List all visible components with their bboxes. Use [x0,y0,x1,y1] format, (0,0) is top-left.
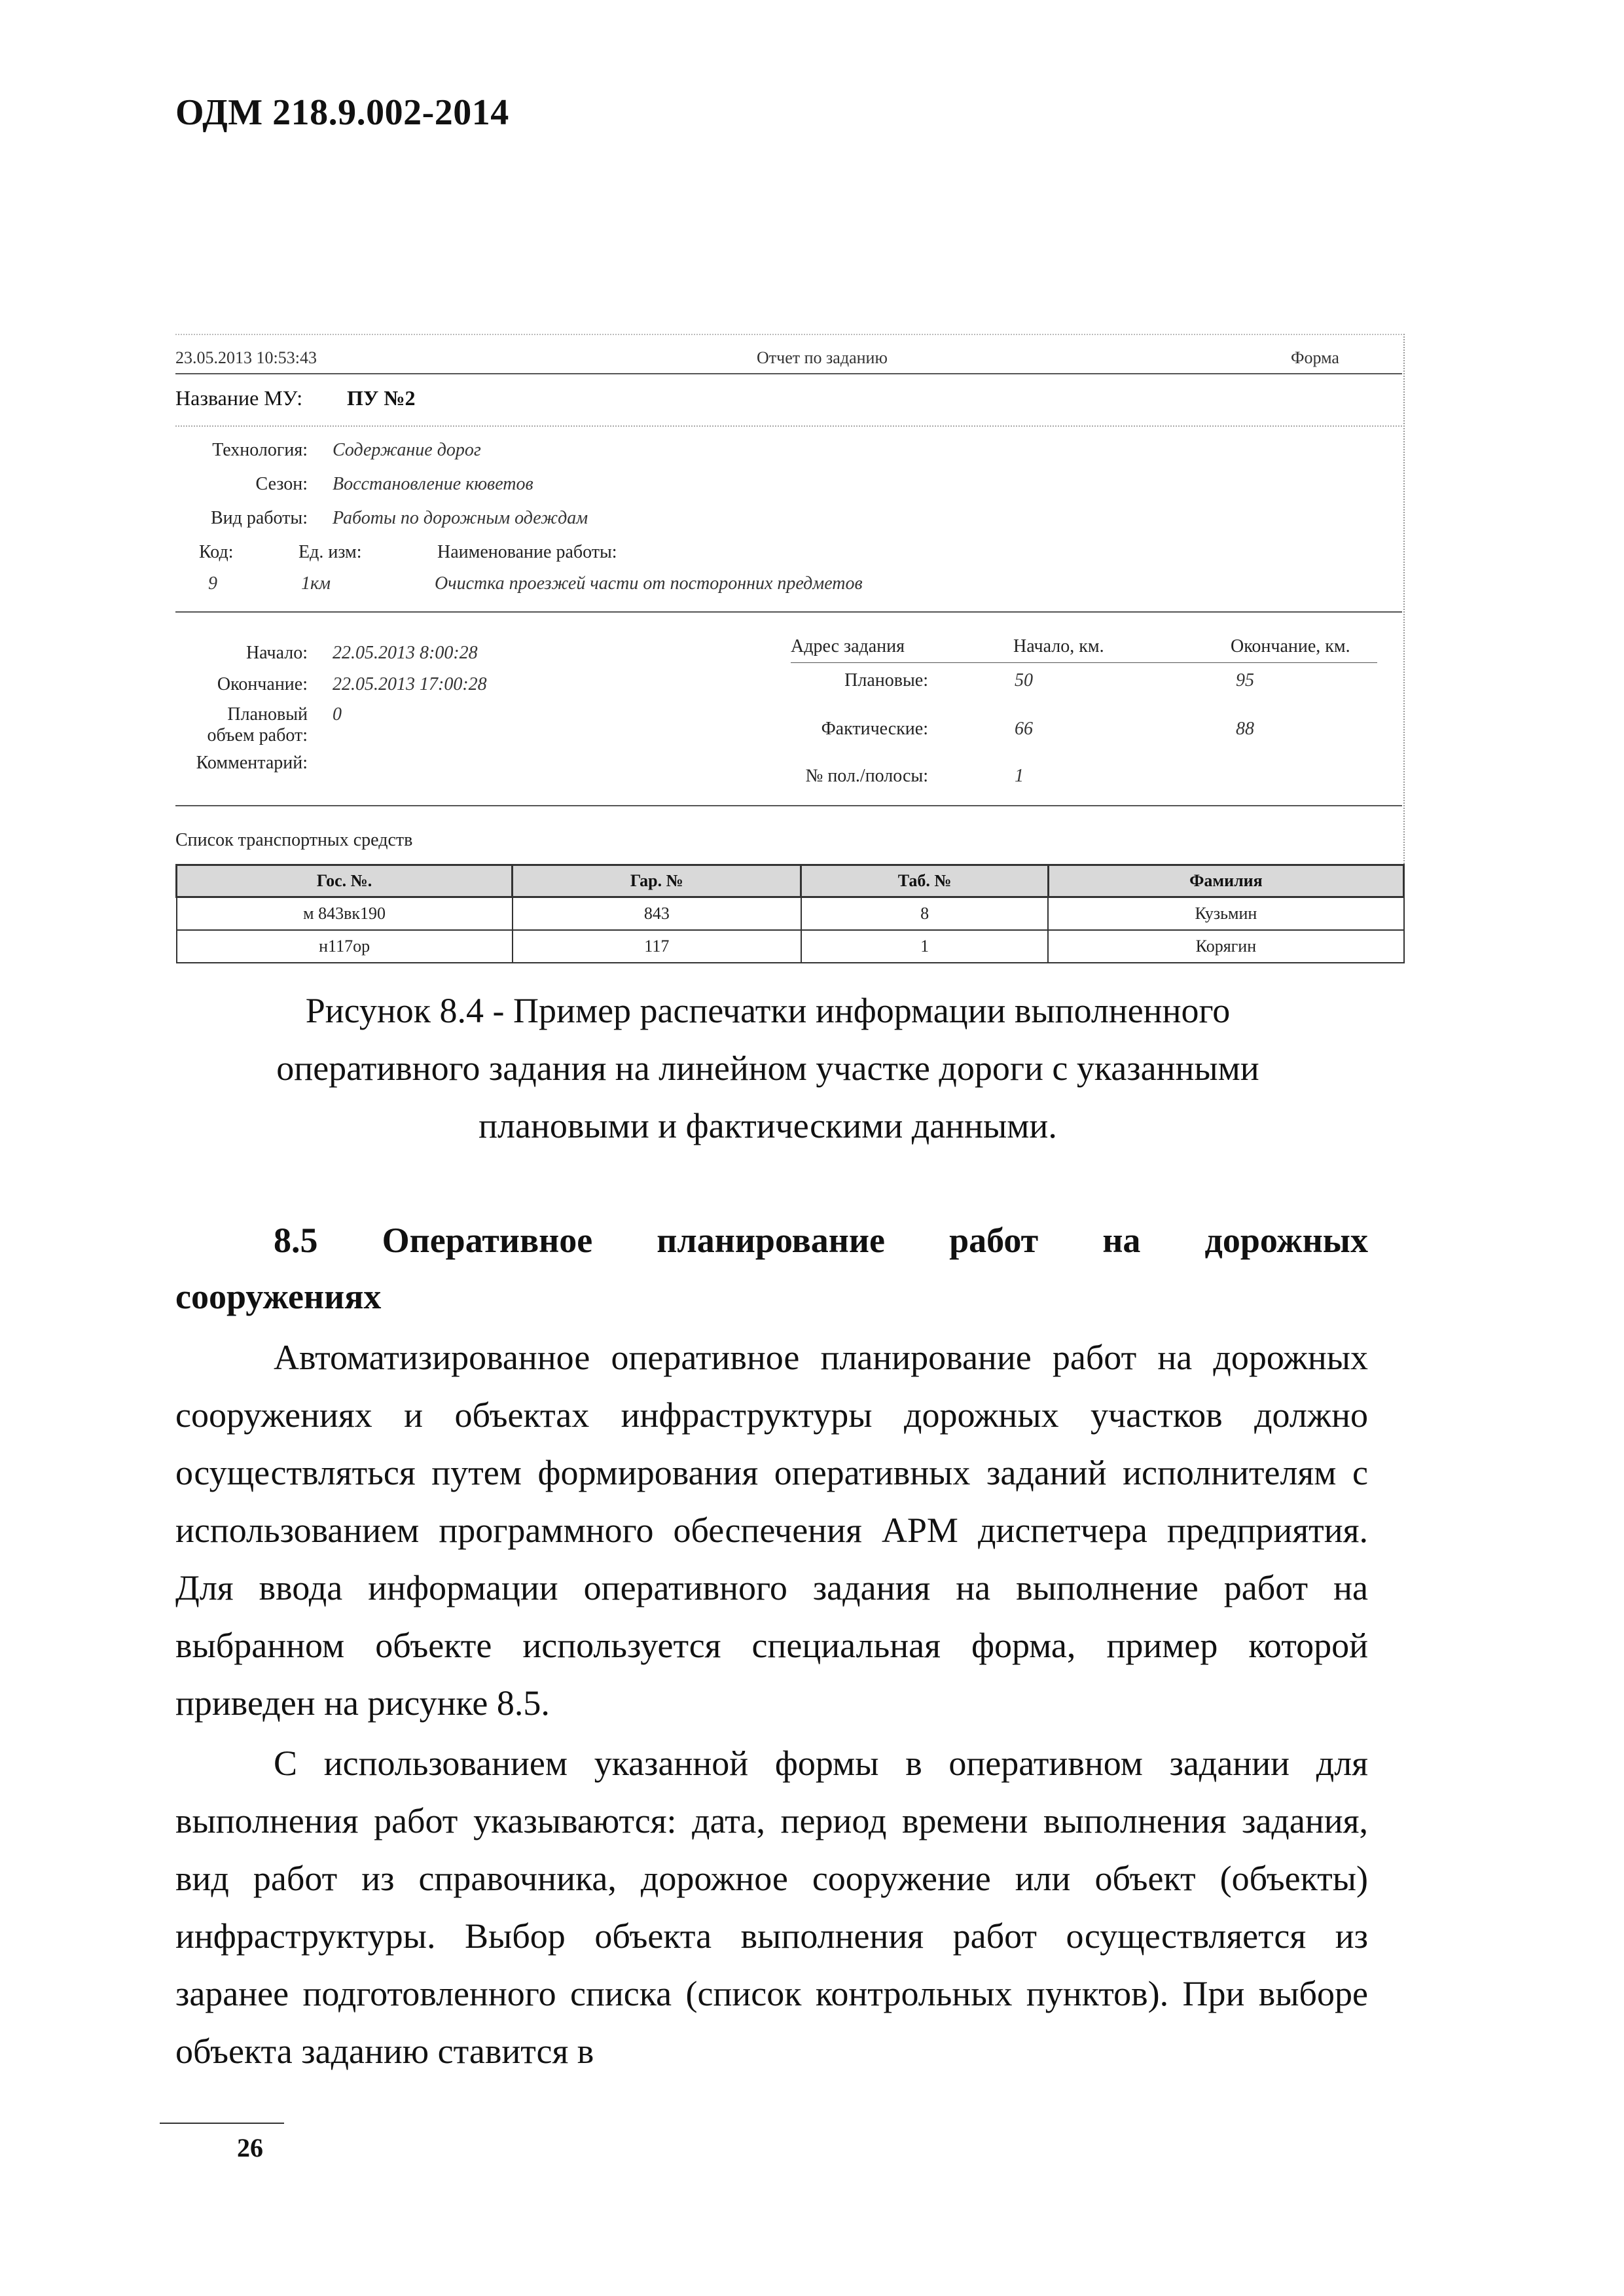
actual-end: 88 [1236,719,1254,739]
mu-value: ПУ №2 [347,386,416,410]
col-surname-header: Фамилия [1048,865,1403,897]
planned-volume-label-line2: объем работ: [207,725,308,745]
work-rule [175,611,1402,613]
report-top-border [175,334,1405,335]
mu-label: Название МУ: [175,386,303,410]
actual-label: Фактические: [821,719,928,739]
caption-line-3: плановыми и фактическими данными. [478,1106,1057,1145]
plate-cell: м 843вк190 [177,897,513,931]
vehicles-header-row [177,865,1404,897]
code-value: 9 [208,573,217,594]
season-value: Восстановление кюветов [333,474,533,494]
report-title: Отчет по заданию [757,348,888,367]
details-rule [175,805,1402,806]
lane-label: № пол./полосы: [805,766,928,786]
technology-label: Технология: [212,440,308,460]
planned-volume-label [175,704,308,746]
lane-value: 1 [1015,766,1024,786]
footer-rule [160,2123,284,2124]
table-row [177,897,1404,931]
figure-caption [175,982,1360,1155]
planned-end: 95 [1236,670,1254,691]
address-header-rule [791,662,1377,663]
work-name-label: Наименование работы: [437,542,617,562]
report-timestamp: 23.05.2013 10:53:43 [175,348,317,367]
work-type-label: Вид работы: [210,508,308,528]
planned-volume-value: 0 [333,704,342,725]
section-heading [175,1212,1368,1325]
section-title-word: на [1102,1221,1141,1260]
vehicles-title: Список транспортных средств [175,830,413,850]
report-form-label: Форма [1291,348,1339,367]
end-label: Окончание: [217,674,308,694]
surname-cell: Корягин [1048,930,1403,963]
report-printout [175,334,1406,961]
garage-cell: 117 [513,930,801,963]
tab-cell: 8 [801,897,1048,931]
section-number: 8.5 [274,1221,318,1260]
caption-line-2: оперативного задания на линейном участке дороги с указанными [276,1049,1259,1088]
section-title-word: дорожных [1204,1221,1368,1260]
col-garage-header: Гар. № [513,865,801,897]
end-km-header: Окончание, км. [1231,636,1350,656]
page-number: 26 [237,2133,263,2162]
table-row [177,930,1404,963]
section-title-word: работ [949,1221,1039,1260]
mu-rule [175,425,1402,427]
address-header: Адрес задания [791,636,905,656]
comment-label: Комментарий: [196,753,308,773]
code-label: Код: [199,542,234,562]
planned-start: 50 [1015,670,1033,691]
actual-start: 66 [1015,719,1033,739]
work-name-value: Очистка проезжей части от посторонних предметов [435,573,863,594]
unit-label: Ед. изм: [298,542,362,562]
season-label: Сезон: [255,474,308,494]
work-type-value: Работы по дорожным одеждам [333,508,588,528]
plate-cell: н117ор [177,930,513,963]
section-title-word: планирование [657,1221,885,1260]
col-tab-header: Таб. № [801,865,1048,897]
col-plate-header: Гос. №. [177,865,513,897]
body-paragraph-2: С использованием указанной формы в оперативном задании для выполнения работ указываются: дата, период времени выполнения задания, вид работ из справочника, дорожное сооружение или объект (объекты) инфраструктуры. Выбор объекта выполнения работ осуществляется из заранее подготовленного списка (список контрольных пунктов). При выборе объекта заданию ставится в [175,1744,1368,2071]
report-header-rule [175,373,1402,374]
planned-label: Плановые: [844,670,928,691]
technology-value: Содержание дорог [333,440,481,460]
tab-cell: 1 [801,930,1048,963]
start-label: Начало: [245,643,308,663]
caption-line-1: Рисунок 8.4 - Пример распечатки информации выполненного [305,991,1231,1030]
surname-cell: Кузьмин [1048,897,1403,931]
end-value: 22.05.2013 17:00:28 [333,674,487,694]
planned-volume-label-line1: Плановый [227,704,308,725]
start-km-header: Начало, км. [1013,636,1104,656]
unit-value: 1км [301,573,331,594]
document-code: ОДМ 218.9.002-2014 [175,92,509,133]
body-paragraph-1: Автоматизированное оперативное планирование работ на дорожных сооружениях и объектах инфраструктуры дорожных участков должно осуществляться путем формирования оперативных заданий исполнителям с использованием программного обеспечения АРМ диспетчера предприятия. Для ввода информации оперативного задания на выполнение работ на выбранном объекте используется специальная форма, пример которой приведен на рисунке 8.5. [175,1338,1368,1723]
garage-cell: 843 [513,897,801,931]
section-title-word: Оперативное [382,1221,593,1260]
section-title-line-2: сооружениях [175,1277,382,1316]
start-value: 22.05.2013 8:00:28 [333,643,478,663]
vehicles-table [175,864,1405,963]
